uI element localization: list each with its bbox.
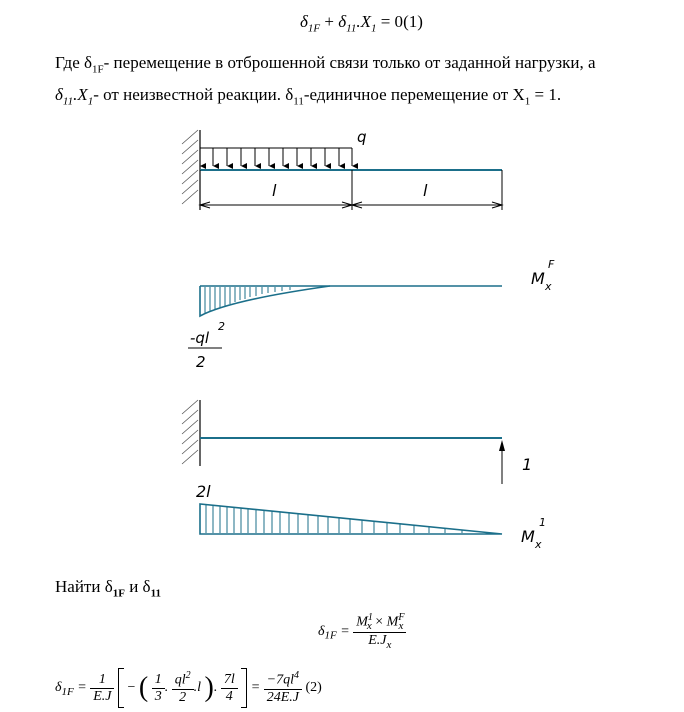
text: E.J — [368, 633, 387, 649]
mf-value-sup: 2 — [218, 320, 225, 333]
unit-cantilever — [182, 400, 532, 484]
delta-symbol: δ — [55, 680, 62, 696]
fraction: $\frac{ql^2}{2}$ — [172, 670, 194, 706]
m1-label: M — [521, 527, 535, 546]
superscript: 1 — [367, 612, 373, 623]
find-heading — [55, 577, 161, 599]
right-paren: ) — [204, 672, 214, 703]
text: Где δ — [55, 53, 93, 72]
subscript: 1F — [324, 629, 337, 642]
fraction: $\frac{7l}{4}$ — [221, 672, 238, 705]
fraction: $\frac{-7ql^4}{24E.J}$ — [264, 670, 302, 706]
delta-symbol: δ — [55, 85, 63, 105]
equation-number: (2) — [305, 680, 322, 696]
text: - перемещение в отброшенной связи только от заданной нагрузки, а — [103, 53, 596, 72]
moment-diagram-unit — [196, 482, 546, 551]
subscript: 1 — [87, 95, 94, 108]
equation-2: $\delta_{1F}$ = $\frac{1}{E.J}$ − ( $\frac{1}{3}$ . $\frac{ql^2}{2}$ .l ). $\frac{7l}{4}$ = $\frac{-7ql^4}{24E.J}$ (2) — [55, 668, 322, 708]
right-bracket — [241, 668, 247, 708]
mf-sub: x — [545, 280, 552, 293]
subscript: x — [386, 639, 392, 652]
subscript: 1F — [112, 587, 125, 600]
times: × — [371, 614, 387, 630]
load-label: q — [357, 128, 367, 146]
plus: + — [320, 12, 339, 31]
subscript: 11 — [62, 95, 74, 108]
subscript: x — [398, 620, 404, 633]
m1-value: 2l — [196, 482, 211, 501]
equation-1: $\delta_{1F} + \delta_{11}.X_1 = 0(1)$ — [300, 12, 423, 35]
subscript: 1 — [524, 95, 531, 108]
equation-product: $\delta_{1F}$ = $\frac{M^1_x \times M^F_x}{E.J_x}$ — [318, 612, 405, 652]
subscript: 1 — [370, 22, 377, 35]
delta-symbol: δ — [338, 12, 347, 31]
text: -единичное перемещение от X — [303, 85, 525, 105]
subscript: 11 — [150, 587, 161, 600]
text: Найти δ — [55, 577, 113, 596]
variable: X — [360, 12, 371, 31]
load-arrows — [200, 148, 352, 166]
superscript: F — [398, 612, 405, 623]
fraction: $\frac{1}{E.J}$ — [90, 672, 114, 705]
loaded-cantilever — [182, 128, 502, 210]
unit-force-arrowhead — [499, 440, 505, 451]
variable: l — [197, 680, 201, 696]
text: = 1. — [530, 85, 562, 105]
mf-sup: F — [548, 258, 555, 271]
m1-sup: 1 — [539, 516, 546, 529]
left-bracket — [118, 668, 124, 708]
moment-diagram-load — [188, 258, 555, 371]
span-label-2: l — [423, 181, 428, 200]
subscript: x — [366, 620, 372, 633]
delta-symbol: δ — [300, 12, 308, 31]
equals-zero: = 0 — [376, 12, 404, 31]
subscript: 1F — [61, 686, 74, 699]
delta-symbol: δ — [318, 623, 325, 639]
inline-formula: $\delta_{11}.X_1$ — [55, 85, 94, 108]
variable: X — [77, 85, 88, 105]
wall-hatch — [182, 130, 198, 204]
text: и δ — [124, 577, 151, 596]
subscript: 11 — [346, 22, 357, 35]
left-paren: ( — [138, 672, 149, 703]
unit-force-label: 1 — [522, 455, 533, 474]
dimension-lines — [200, 170, 502, 210]
subscript: 11 — [293, 95, 304, 108]
fraction: $\frac{1}{3}$ — [152, 672, 165, 705]
span-label-1: l — [272, 181, 277, 200]
mf-value-den: 2 — [196, 353, 206, 371]
subscript: 1F — [92, 63, 104, 76]
mf-value-num: -ql — [190, 329, 210, 347]
variable: M — [386, 614, 399, 630]
m1-sub: x — [535, 538, 542, 551]
minus: − — [127, 680, 136, 696]
fraction — [353, 612, 406, 651]
mf-label: M — [531, 269, 545, 288]
equation-number: (1) — [403, 12, 423, 31]
subscript: 1F — [307, 22, 321, 35]
text: - от неизвестной реакции. δ — [93, 85, 294, 105]
variable: M — [356, 614, 368, 630]
wall-hatch — [182, 400, 198, 464]
